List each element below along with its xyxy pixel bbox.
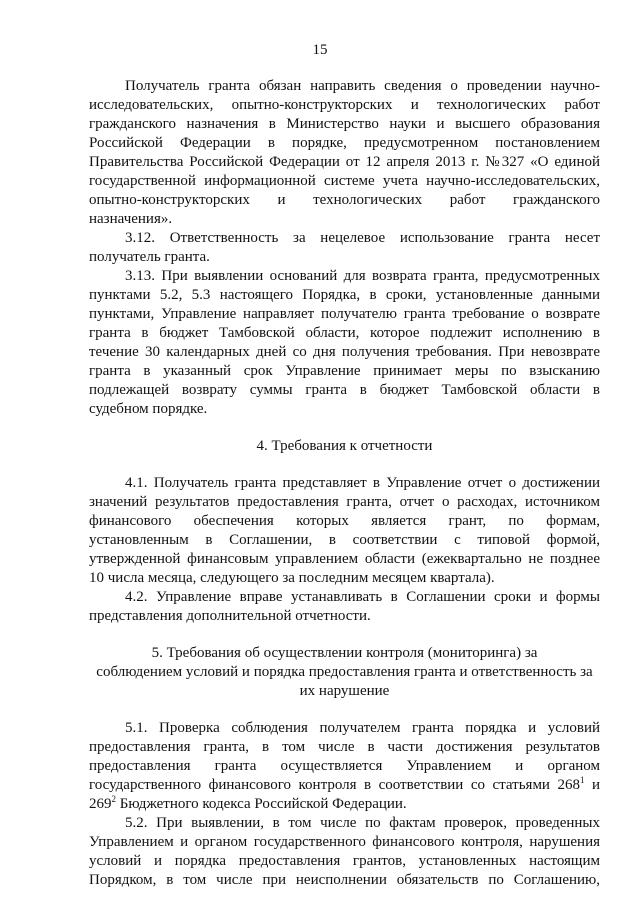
text-line: предоставления гранта осуществляется Управлением и органом	[89, 758, 600, 774]
spacer	[89, 456, 600, 474]
text-line-segment: Бюджетного кодекса Российской Федерации.	[116, 796, 407, 812]
heading-line: их нарушение	[299, 683, 390, 699]
text-line: 10 числа месяца, следующего за последним месяцем квартала).	[89, 570, 495, 586]
text-line-with-footnote	[89, 776, 600, 795]
text-line: гражданского назначения в Министерство науки и высшего образования	[89, 116, 600, 132]
text-line: утвержденной финансовым управлением области (ежеквартально не позднее	[89, 551, 600, 567]
text-line: 3.12. Ответственность за нецелевое использование гранта несет	[125, 230, 600, 246]
text-line: течение 30 календарных дней со дня получения требования. При невозврате	[89, 344, 600, 360]
page-number: 15	[312, 42, 328, 58]
text-line-with-footnote	[89, 795, 600, 814]
document-body	[89, 77, 600, 890]
text-line: Управлением и органом государственного финансового контроля, нарушения	[89, 834, 600, 850]
text-line: получатель гранта.	[89, 249, 210, 265]
text-line: Порядком, в том числе при неисполнении обязательств по Соглашению,	[89, 872, 600, 888]
paragraph-grant-reporting-info	[89, 77, 600, 229]
text-line: условий и порядка предоставления грантов, установленных настоящим	[89, 853, 600, 869]
text-line: 4.1. Получатель гранта представляет в Управление отчет о достижении	[125, 475, 600, 491]
superscript-2: 2	[111, 794, 116, 804]
spacer	[89, 626, 600, 644]
text-line: назначения».	[89, 211, 173, 227]
text-line: Российской Федерации в порядке, предусмотренном постановлением	[89, 135, 600, 151]
text-line: судебном порядке.	[89, 401, 208, 417]
spacer	[89, 701, 600, 719]
section-heading-4: 4. Требования к отчетности	[256, 438, 433, 454]
text-line: 5.2. При выявлении, в том числе по фактам проверок, проведенных	[125, 815, 600, 831]
text-line-segment: 269	[89, 796, 112, 812]
text-line: 3.13. При выявлении оснований для возврата гранта, предусмотренных	[125, 268, 600, 284]
paragraph-4-1	[89, 474, 600, 588]
text-line: финансового обеспечения которых является грант, по формам,	[89, 513, 600, 529]
text-line: Получатель гранта обязан направить сведения о проведении научно-	[125, 78, 600, 94]
paragraph-5-1	[89, 719, 600, 814]
paragraph-5-2	[89, 814, 600, 890]
section-heading-5	[89, 644, 600, 701]
text-line-segment: и	[584, 777, 600, 793]
text-line: гранта в указанный срок Управление принимает меры по взысканию	[89, 363, 600, 379]
text-line: опытно-конструкторских и технологических работ гражданского	[89, 192, 600, 208]
spacer	[89, 419, 600, 437]
paragraph-4-2	[89, 588, 600, 626]
text-line: исследовательских, опытно-конструкторских и технологических работ	[89, 97, 600, 113]
text-line: гранта в бюджет Тамбовской области, которое подлежит исполнению в	[89, 325, 600, 341]
text-line: пунктами, Управление направляет получателю гранта требование о возврате	[89, 306, 600, 322]
text-line-segment: государственного финансового контроля в соответствии со статьями 268	[89, 777, 580, 793]
text-line: предоставления гранта, в том числе в части достижения результатов	[89, 739, 600, 755]
paragraph-3-13	[89, 267, 600, 419]
text-line: 5.1. Проверка соблюдения получателем гранта порядка и условий	[125, 720, 600, 736]
text-line: Правительства Российской Федерации от 12 апреля 2013 г. №327 «О единой	[89, 154, 600, 170]
paragraph-3-12	[89, 229, 600, 267]
heading-line: 5. Требования об осуществлении контроля (мониторинга) за	[151, 645, 538, 661]
superscript-1: 1	[579, 775, 585, 785]
text-line: пунктами 5.2, 5.3 настоящего Порядка, в сроки, установленные данными	[89, 287, 600, 303]
text-line: подлежащей возврату суммы гранта в бюджет Тамбовской области в	[89, 382, 600, 398]
heading-line: соблюдением условий и порядка предоставления гранта и ответственность за	[96, 664, 593, 680]
text-line: представления дополнительной отчетности.	[89, 608, 371, 624]
text-line: 4.2. Управление вправе устанавливать в Соглашении сроки и формы	[125, 589, 600, 605]
text-line: значений результатов предоставления гранта, отчет о расходах, источником	[89, 494, 600, 510]
text-line: государственной информационной системе учета научно-исследовательских,	[89, 173, 600, 189]
text-line: установленным в Соглашении, в соответствии с типовой формой,	[89, 532, 600, 548]
